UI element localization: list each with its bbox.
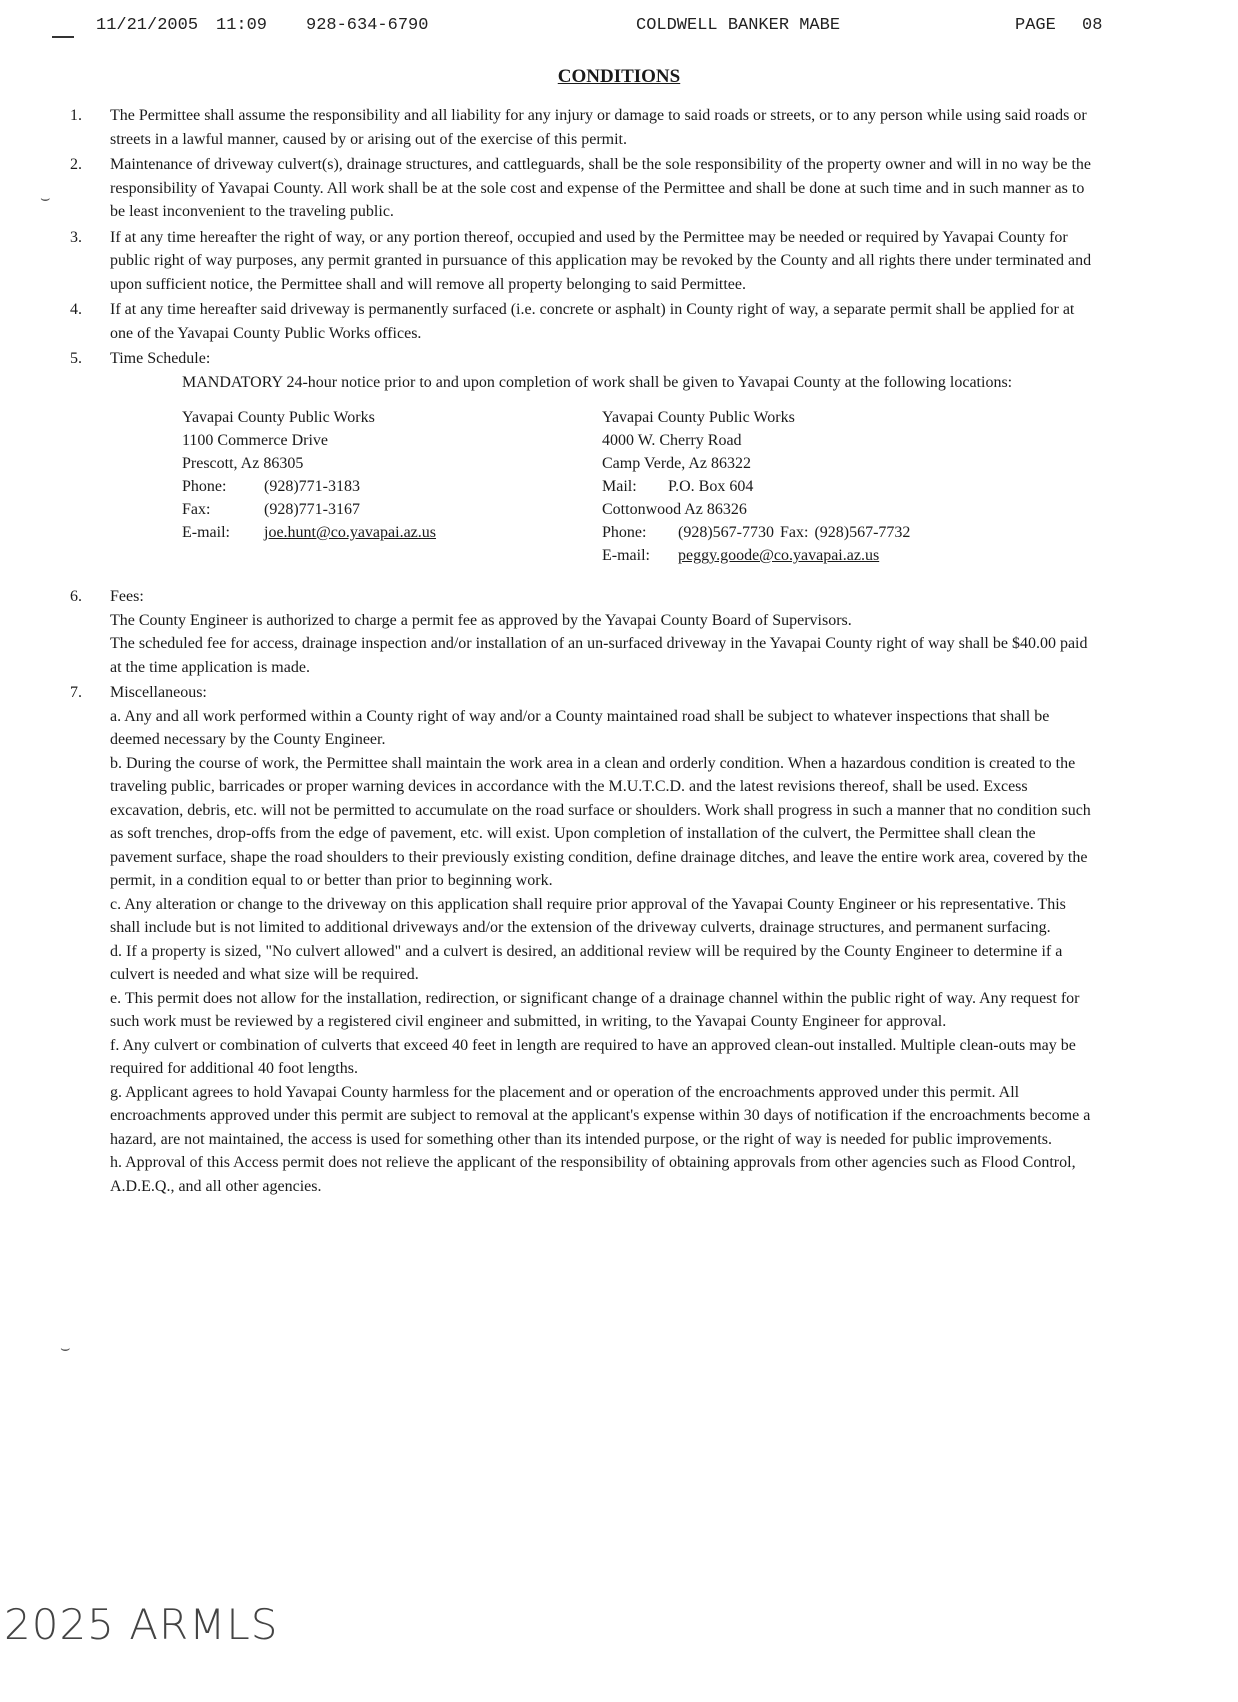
condition-item-3 bbox=[70, 226, 1095, 297]
fax-header bbox=[0, 16, 1238, 42]
item-number: 3. bbox=[70, 228, 82, 246]
item-text: Maintenance of driveway culvert(s), drainage structures, and cattleguards, shall be the sole responsibility of the property owner and will in no way be the responsibility of Yavapai County. All work shall be at the sole cost and expense of the Permittee and shall be done at such time and in such manner as to be least inconvenient to the traveling public. bbox=[110, 156, 1092, 220]
fax-date: 11/21/2005 bbox=[96, 16, 199, 35]
fax-value: (928)567-7732 bbox=[814, 524, 911, 541]
email-label: E-mail: bbox=[182, 524, 230, 541]
office-mail-row bbox=[602, 475, 1072, 498]
margin-check-mark: ⌣ bbox=[60, 1340, 71, 1357]
time-schedule-text: MANDATORY 24-hour notice prior to and upon completion of work shall be given to Yavapai County at the following locations: bbox=[182, 373, 1013, 391]
misc-item-a: a. Any and all work performed within a County right of way and/or a County maintained road shall be subject to whatever inspections that shall be deemed necessary by the County Engineer. bbox=[110, 707, 1050, 748]
email-link[interactable]: peggy.goode@co.yavapai.az.us bbox=[678, 547, 880, 564]
fax-phone: 928-634-6790 bbox=[306, 16, 429, 35]
fax-time: 11:09 bbox=[216, 16, 268, 35]
fax-label: Fax: bbox=[182, 501, 211, 518]
office-fax-row bbox=[182, 498, 602, 521]
office-street: 1100 Commerce Drive bbox=[182, 432, 329, 449]
conditions-body bbox=[70, 104, 1095, 1200]
office-prescott bbox=[182, 406, 602, 567]
fax-value: (928)771-3167 bbox=[264, 501, 360, 518]
email-label: E-mail: bbox=[602, 547, 650, 564]
item-number: 6. bbox=[70, 588, 82, 605]
margin-check-mark: ⌣ bbox=[40, 190, 51, 207]
item-number: 2. bbox=[70, 156, 82, 173]
item-number: 1. bbox=[70, 107, 82, 124]
mail-label: Mail: bbox=[602, 478, 637, 495]
misc-item-e: e. This permit does not allow for the installation, redirection, or significant change of a drainage channel within the public right of way. Any request for such work must be reviewed by a registered civil engineer and submitted, in writing, to the Yavapai County Engineer for approval. bbox=[110, 989, 1080, 1030]
phone-value: (928)567-7730 bbox=[678, 524, 774, 541]
document-title: CONDITIONS bbox=[557, 66, 681, 87]
misc-item-c: c. Any alteration or change to the driveway on this application shall require prior approval of the Yavapai County Engineer or his representative. This shall include but is not limited to additional driveways and/or the extension of the driveway culverts, drainage structures, and permanent surfacing. bbox=[110, 895, 1066, 936]
office-email-row bbox=[182, 521, 602, 544]
office-phone-fax-row bbox=[602, 521, 1072, 544]
misc-item-h: h. Approval of this Access permit does not relieve the applicant of the responsibility of obtaining approvals from other agencies such as Flood Control, A.D.E.Q., and all other agencies. bbox=[110, 1154, 1076, 1195]
fax-page-label: PAGE bbox=[1015, 16, 1056, 35]
condition-item-2 bbox=[70, 153, 1095, 224]
office-phone-row bbox=[182, 475, 602, 498]
fees-heading: Fees: bbox=[110, 588, 144, 605]
office-name: Yavapai County Public Works bbox=[182, 409, 375, 426]
item-number: 5. bbox=[70, 350, 82, 367]
misc-heading: Miscellaneous: bbox=[110, 684, 207, 701]
email-link[interactable]: joe.hunt@co.yavapai.az.us bbox=[264, 524, 437, 541]
office-city-2: Cottonwood Az 86326 bbox=[602, 501, 747, 518]
fax-page-number: 08 bbox=[1082, 16, 1103, 35]
condition-item-5 bbox=[70, 347, 1095, 394]
condition-item-6 bbox=[70, 585, 1095, 679]
fax-label: Fax: bbox=[779, 524, 809, 541]
fees-paragraph-1: The County Engineer is authorized to charge a permit fee as approved by the Yavapai County Board of Supervisors. bbox=[110, 611, 852, 629]
office-name: Yavapai County Public Works bbox=[602, 409, 795, 426]
item-text: If at any time hereafter said driveway is permanently surfaced (i.e. concrete or asphalt) in County right of way, a separate permit shall be applied for at one of the Yavapai County Public Works offices. bbox=[110, 301, 1075, 342]
office-email-row bbox=[602, 544, 1072, 567]
mail-value: P.O. Box 604 bbox=[668, 478, 754, 495]
fax-header-rule bbox=[52, 36, 74, 38]
misc-item-d: d. If a property is sized, "No culvert allowed" and a culvert is desired, an additional review will be required by the County Engineer to determine if a culvert is needed and what size will be required. bbox=[110, 942, 1063, 983]
time-schedule-heading: Time Schedule: bbox=[110, 350, 211, 367]
phone-label: Phone: bbox=[602, 524, 647, 541]
fax-company: COLDWELL BANKER MABE bbox=[636, 16, 841, 35]
office-street: 4000 W. Cherry Road bbox=[602, 432, 742, 449]
condition-item-1 bbox=[70, 104, 1095, 151]
item-text: If at any time hereafter the right of way, or any portion thereof, occupied and used by the Permittee may be needed or required by Yavapai County for public right of way purposes, any permit granted in pursuance of this application may be revoked by the County and all rights there under terminated and upon sufficient notice, the Permittee shall and will remove all property belonging to said Permittee. bbox=[110, 228, 1092, 293]
condition-item-7 bbox=[70, 681, 1095, 1198]
phone-label: Phone: bbox=[182, 478, 227, 495]
phone-value: (928)771-3183 bbox=[264, 478, 360, 495]
misc-item-g: g. Applicant agrees to hold Yavapai County harmless for the placement and or operation of the encroachments approved under this permit. All encroachments approved under this permit are subject to removal at the applicant's expense within 30 days of notification if the encroachments become a hazard, are not maintained, the access is used for something other than its intended purpose, or the right of way is needed for public improvements. bbox=[110, 1083, 1091, 1148]
misc-item-f: f. Any culvert or combination of culverts that exceed 40 feet in length are required to have an approved clean-out installed. Multiple clean-outs may be required for additional 40 foot lengths. bbox=[110, 1036, 1076, 1077]
item-number: 7. bbox=[70, 684, 82, 701]
office-addresses bbox=[70, 406, 1095, 567]
condition-item-4 bbox=[70, 298, 1095, 345]
office-city: Camp Verde, Az 86322 bbox=[602, 455, 752, 472]
office-city: Prescott, Az 86305 bbox=[182, 455, 304, 472]
watermark: 2025 ARMLS bbox=[4, 1600, 279, 1649]
fees-paragraph-2: The scheduled fee for access, drainage inspection and/or installation of an un-surfaced driveway in the Yavapai County right of way shall be $40.00 paid at the time application is made. bbox=[110, 635, 1088, 676]
item-text: The Permittee shall assume the responsibility and all liability for any injury or damage to said roads or streets, or to any person while using said roads or streets in a lawful manner, caused by or arising out of the exercise of this permit. bbox=[110, 107, 1087, 148]
misc-item-b: b. During the course of work, the Permittee shall maintain the work area in a clean and orderly condition. When a hazardous condition is created to the traveling public, barricades or proper warning devices in accordance with the M.U.T.C.D. and the latest revisions thereof, shall be used. Excess excavation, debris, etc. will not be permitted to accumulate on the road surface or shoulders. Work shall progress in such a manner that no condition such as soft trenches, drop-offs from the edge of pavement, etc. will exist. Upon completion of installation of the culvert, the Permittee shall clean the pavement surface, shape the road shoulders to their previously existing condition, define drainage ditches, and leave the entire work area, covered by the permit, in a condition equal to or better than prior to beginning work. bbox=[110, 754, 1091, 889]
item-number: 4. bbox=[70, 301, 82, 318]
office-camp-verde bbox=[602, 406, 1072, 567]
